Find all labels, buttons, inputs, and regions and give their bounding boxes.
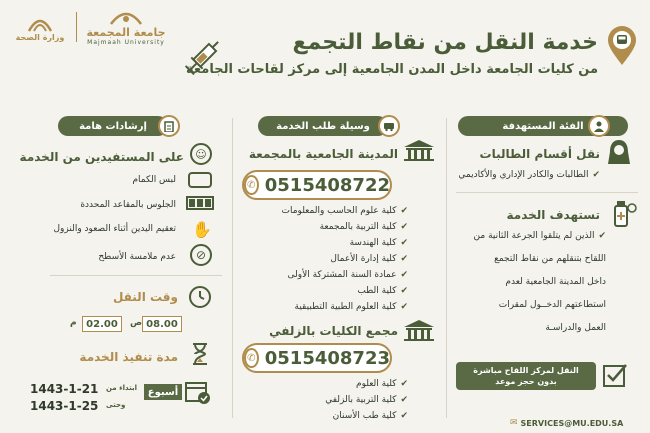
city2-college-3: ✔ كلية طب الأسنان	[332, 411, 408, 421]
audience-heading: نقل أقسام الطالبات	[479, 147, 600, 161]
guidelines-divider	[50, 275, 222, 276]
target-heading: تستهدف الخدمة	[506, 208, 600, 222]
target-line-4: استطاعتهم الدخــول لمقرات	[498, 300, 606, 310]
vaccine-vial-icon	[610, 198, 638, 228]
city1-title: المدينة الجامعية بالمجمعة	[248, 147, 398, 161]
email-icon: ✉	[510, 418, 518, 428]
no-touch-icon: ⊘	[190, 244, 212, 266]
city1-college-5: ✔ عمادة السنة المشتركة الأولى	[287, 270, 408, 280]
clipboard-icon	[158, 115, 180, 137]
transport-icon	[378, 115, 400, 137]
city1-college-4: ✔ كلية إدارة الأعمال	[330, 254, 408, 264]
time-heading: وقت النقل	[112, 290, 178, 304]
city1-college-3: ✔ كلية الهندسة	[349, 238, 408, 248]
location-bus-icon	[606, 26, 638, 66]
university-emblem-icon	[109, 10, 143, 26]
column-divider-left	[232, 118, 233, 418]
target-line-1: ✔ الذين لم يتلقوا الجرعة الثانية من	[473, 231, 606, 241]
audience-group-icon	[588, 115, 610, 137]
university-logo-text: جامعة المجمعة	[86, 26, 166, 39]
guidelines-pill: إرشادات هامة	[58, 116, 168, 136]
city2-phone[interactable]: ✆ 0515408723	[242, 343, 392, 373]
city2-college-2: ✔ كلية التربية بالزلفي	[325, 395, 408, 405]
ministry-logo-text: وزارة الصحة	[15, 32, 65, 42]
people-icon: ☺	[190, 143, 212, 165]
building-icon	[402, 138, 436, 162]
time-to: 02.00	[82, 316, 122, 332]
start-date: 1443-1-21	[30, 382, 99, 396]
logo-separator	[76, 12, 77, 42]
clock-icon	[188, 285, 212, 309]
building-icon-2	[402, 318, 436, 342]
city1-college-2: ✔ كلية التربية بالمجمعة	[319, 222, 408, 232]
guideline-2: الجلوس بالمقاعد المحددة	[80, 200, 176, 210]
guidelines-heading: على المستفيدين من الخدمة	[19, 150, 184, 164]
duration-badge: أسبوع	[144, 384, 182, 400]
direct-transport-note: النقل لمركز اللقاح مباشرة بدون حجز موعد	[456, 362, 596, 390]
city1-college-7: ✔ كلية العلوم الطبية التطبيقية	[294, 302, 408, 312]
hourglass-icon	[190, 342, 210, 366]
ministry-emblem-icon	[25, 15, 55, 33]
start-label: ابتداء من	[106, 384, 137, 392]
sanitize-hands-icon: ✋	[192, 220, 212, 239]
seats-icon	[186, 196, 214, 210]
university-logo	[86, 6, 166, 50]
female-student-icon	[606, 138, 632, 166]
checkbox-icon	[602, 362, 628, 388]
check-icon: ✔	[592, 170, 600, 180]
city1-phone[interactable]: ✆ 0515408722	[242, 170, 392, 200]
audience-item: ✔ الطالبات والكادر الإداري والأكاديمي	[458, 170, 600, 180]
page-subtitle: من كليات الجامعة داخل المدن الجامعية إلى مركز لقاحات الجامعة	[186, 62, 598, 77]
duration-heading: مدة تنفيذ الخدمة	[79, 350, 178, 364]
audience-divider	[456, 192, 638, 193]
time-to-suffix: م	[70, 318, 77, 328]
audience-pill: الفئة المستهدفة	[458, 116, 628, 136]
guideline-3: تعقيم اليدين أثناء الصعود والنزول	[53, 224, 176, 234]
city2-college-1: ✔ كلية العلوم	[356, 379, 408, 389]
university-logo-subtext: Majmaah University	[87, 39, 165, 46]
guideline-4: عدم ملامسة الأسطح	[98, 252, 176, 262]
ministry-logo	[10, 6, 70, 50]
page-title: خدمة النقل من نقاط التجمع	[292, 30, 598, 55]
phone-icon: ✆	[244, 348, 259, 368]
calendar-icon	[184, 378, 212, 406]
mask-icon	[188, 172, 212, 188]
time-from-suffix: ص	[130, 318, 143, 328]
city1-college-6: ✔ كلية الطب	[357, 286, 408, 296]
city1-college-1: ✔ كلية علوم الحاسب والمعلومات	[281, 206, 408, 216]
city2-title: مجمع الكليات بالزلفي	[269, 324, 398, 338]
target-line-5: العمل والدراسـة	[545, 323, 606, 333]
guideline-1: لبس الكمام	[132, 175, 176, 185]
footer-email[interactable]: ✉ SERVICES@MU.EDU.SA	[510, 418, 624, 428]
end-date: 1443-1-25	[30, 399, 99, 413]
phone-icon: ✆	[244, 175, 259, 195]
target-line-2: اللقاح بتنقلهم من نقاط التجمع	[494, 254, 606, 264]
end-label: وحتى	[106, 401, 126, 409]
time-from: 08.00	[142, 316, 182, 332]
target-line-3: داخل المدينة الجامعية لعدم	[505, 277, 606, 287]
column-divider-right	[446, 118, 447, 418]
transport-pill: وسيلة طلب الخدمة	[258, 116, 388, 136]
